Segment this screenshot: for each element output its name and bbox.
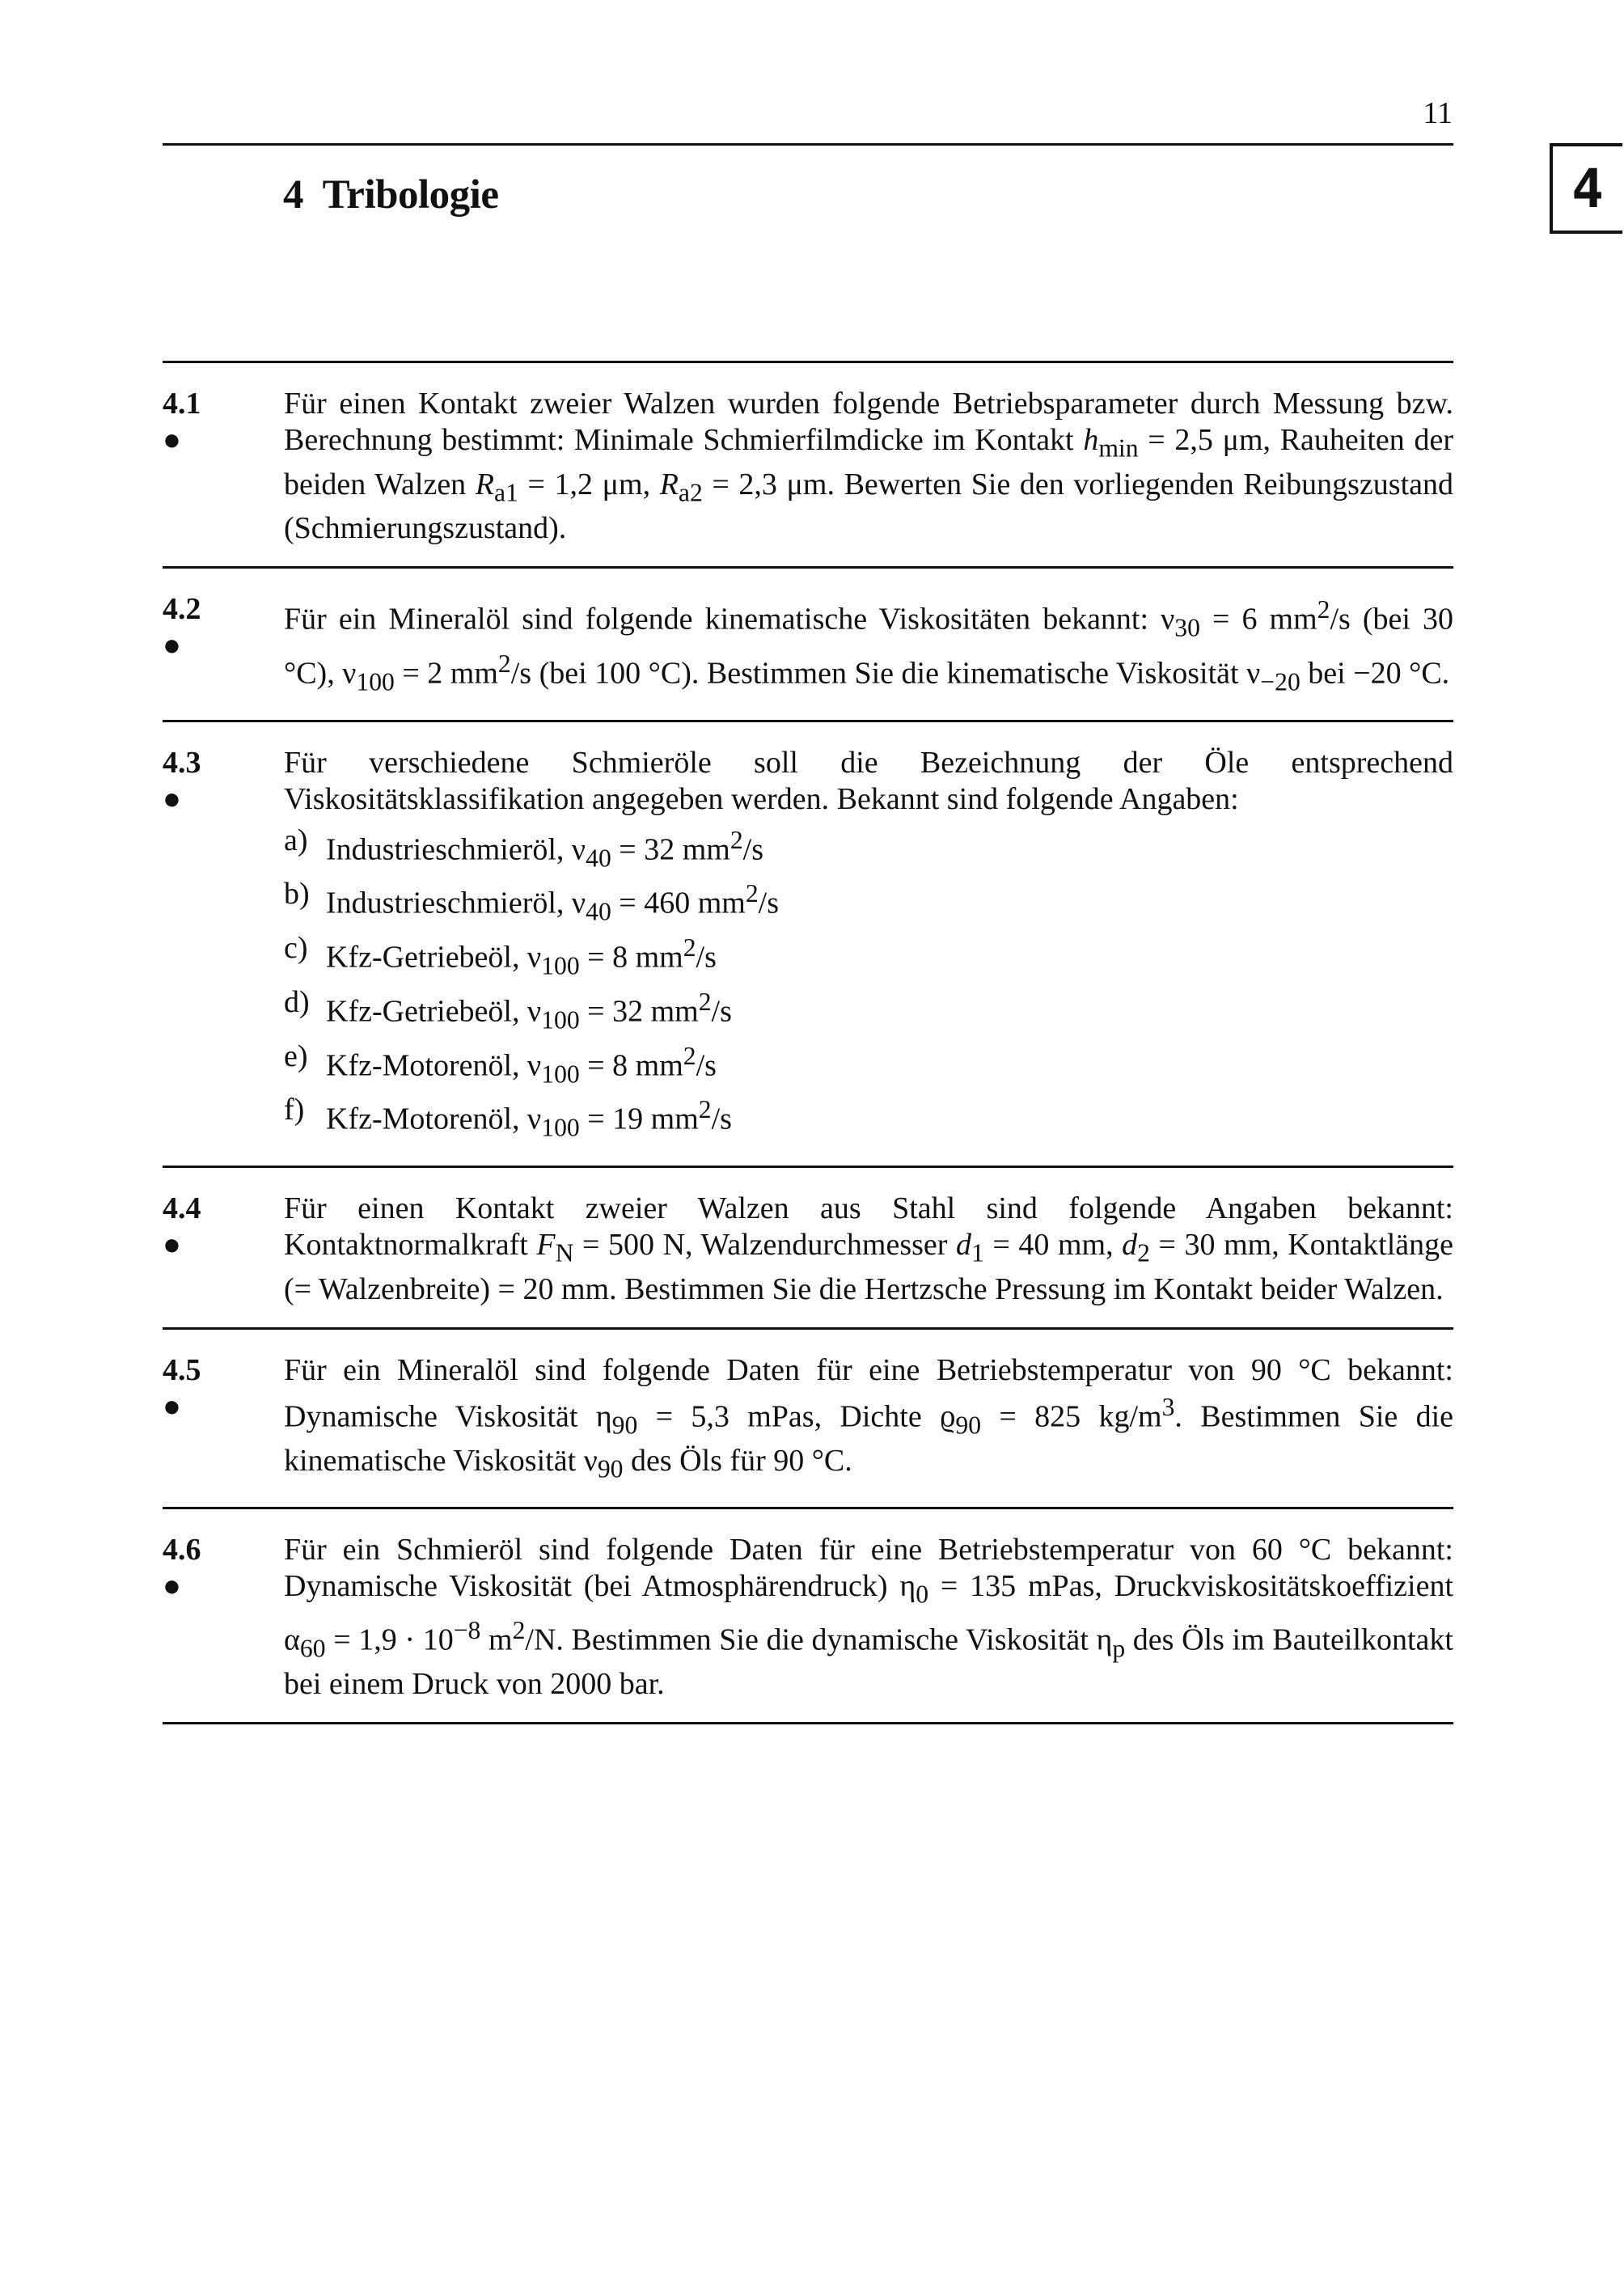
page-number: 11 bbox=[1423, 96, 1453, 130]
sub-item bbox=[284, 1039, 1453, 1093]
sub-item-label: c) bbox=[284, 931, 308, 966]
exercise-text: Für ein Mineralöl sind folgende Daten für eine Betriebstemperatur von 90 °C bekannt: Dynamische Viskosität $\eta_{90} = 5,3$ mPas, Dichte $ϱ_{90} = 825$ $kg/m^3$. Bestimmen Sie die kinematische Viskosität $\nu_{90}$ des Öls für 90 °C. bbox=[284, 1352, 1454, 1483]
exercise-list bbox=[163, 361, 1453, 1724]
sub-item-text: Industrieschmieröl, $\nu_{40} = 32$ $mm^2/s$ bbox=[326, 825, 763, 872]
sub-item bbox=[284, 930, 1453, 984]
chapter-title: 4 Tribologie bbox=[283, 172, 499, 218]
sub-item-label: a) bbox=[284, 823, 308, 857]
sub-item-label: e) bbox=[284, 1039, 308, 1073]
chapter-tab: 4 bbox=[1550, 143, 1622, 234]
header-rule bbox=[163, 143, 1453, 146]
sub-item-text: Kfz-Motorenöl, $\nu_{100} = 19$ $mm^2/s$ bbox=[326, 1095, 732, 1142]
exercise-number: 4.5 bbox=[163, 1352, 201, 1387]
difficulty-bullet: ● bbox=[163, 781, 181, 816]
exercise-4-3 bbox=[163, 720, 1453, 1166]
difficulty-bullet: ● bbox=[163, 423, 181, 457]
sub-item-label: d) bbox=[284, 984, 310, 1019]
sub-item-text: Kfz-Motorenöl, $\nu_{100} = 8$ $mm^2/s$ bbox=[326, 1041, 717, 1088]
difficulty-bullet: ● bbox=[163, 628, 181, 663]
sub-item bbox=[284, 823, 1453, 877]
exercise-4-5 bbox=[163, 1327, 1453, 1507]
exercise-text: Für ein Mineralöl sind folgende kinematische Viskositäten bekannt: $\nu_{30} = 6$ $mm^2/s$ (bei 30 °C), $\nu_{100} = 2$ $mm^2/s$ (bei 100 °C). Bestimmen Sie die kinematische Viskosität $\nu_{-20}$ bei −20 °C. bbox=[284, 595, 1453, 696]
sub-item-text: Industrieschmieröl, $\nu_{40} = 460$ $mm^2/s$ bbox=[326, 879, 779, 926]
exercise-4-1 bbox=[163, 361, 1453, 566]
exercise-4-6 bbox=[163, 1507, 1453, 1725]
exercise-text: Für einen Kontakt zweier Walzen wurden folgende Betriebsparameter durch Messung bzw. Berechnung bestimmt: Minimale Schmierfilmdicke im Kontakt $h_{min} = 2,5$ μm, Rauheiten der beiden Walzen $R_{a1} = 1,2$ μm, $R_{a2} = 2,3$ μm. Bewerten Sie den vorliegenden Reibungszustand (Schmierungszustand). bbox=[284, 387, 1453, 546]
sub-item-label: f) bbox=[284, 1093, 305, 1127]
exercise-number: 4.1 bbox=[163, 387, 201, 421]
exercise-number: 4.3 bbox=[163, 745, 201, 780]
exercise-text: Für verschiedene Schmieröle soll die Bezeichnung der Öle entsprechend Viskositätsklassifikation angegeben werden. Bekannt sind folgende Angaben: bbox=[284, 745, 1453, 816]
exercise-4-2 bbox=[163, 566, 1453, 720]
sub-item-list bbox=[284, 823, 1453, 1147]
exercise-4-4 bbox=[163, 1166, 1453, 1327]
sub-item-text: Kfz-Getriebeöl, $\nu_{100} = 32$ $mm^2/s$ bbox=[326, 987, 732, 1034]
exercise-number: 4.6 bbox=[163, 1532, 201, 1567]
exercise-text: Für einen Kontakt zweier Walzen aus Stahl sind folgende Angaben bekannt: Kontaktnormalkraft $F_N = 500$ N, Walzendurchmesser $d_1 = 40$ mm, $d_2 = 30$ mm, Kontaktlänge (= Walzenbreite) = 20 mm. Bestimmen Sie die Hertzsche Pressung im Kontakt beider Walzen. bbox=[284, 1191, 1453, 1306]
sub-item bbox=[284, 984, 1453, 1039]
sub-item bbox=[284, 1092, 1453, 1146]
sub-item bbox=[284, 876, 1453, 930]
exercise-text: Für ein Schmieröl sind folgende Daten für eine Betriebstemperatur von 60 °C bekannt: Dynamische Viskosität (bei Atmosphärendruck) $\eta_0 = 135$ mPas, Druckviskositätskoeffizient $\alpha_{60} = 1,9 \cdot 10^{-8}$ $m^2/N$. Bestimmen Sie die dynamische Viskosität $\eta_p$ des Öls im Bauteilkontakt bei einem Druck von 2000 bar. bbox=[284, 1532, 1453, 1702]
exercise-number: 4.2 bbox=[163, 592, 201, 627]
sub-item-text: Kfz-Getriebeöl, $\nu_{100} = 8$ $mm^2/s$ bbox=[326, 933, 717, 980]
sub-item-label: b) bbox=[284, 877, 310, 912]
difficulty-bullet: ● bbox=[163, 1389, 181, 1424]
difficulty-bullet: ● bbox=[163, 1228, 181, 1263]
difficulty-bullet: ● bbox=[163, 1568, 181, 1603]
exercise-number: 4.4 bbox=[163, 1191, 201, 1226]
